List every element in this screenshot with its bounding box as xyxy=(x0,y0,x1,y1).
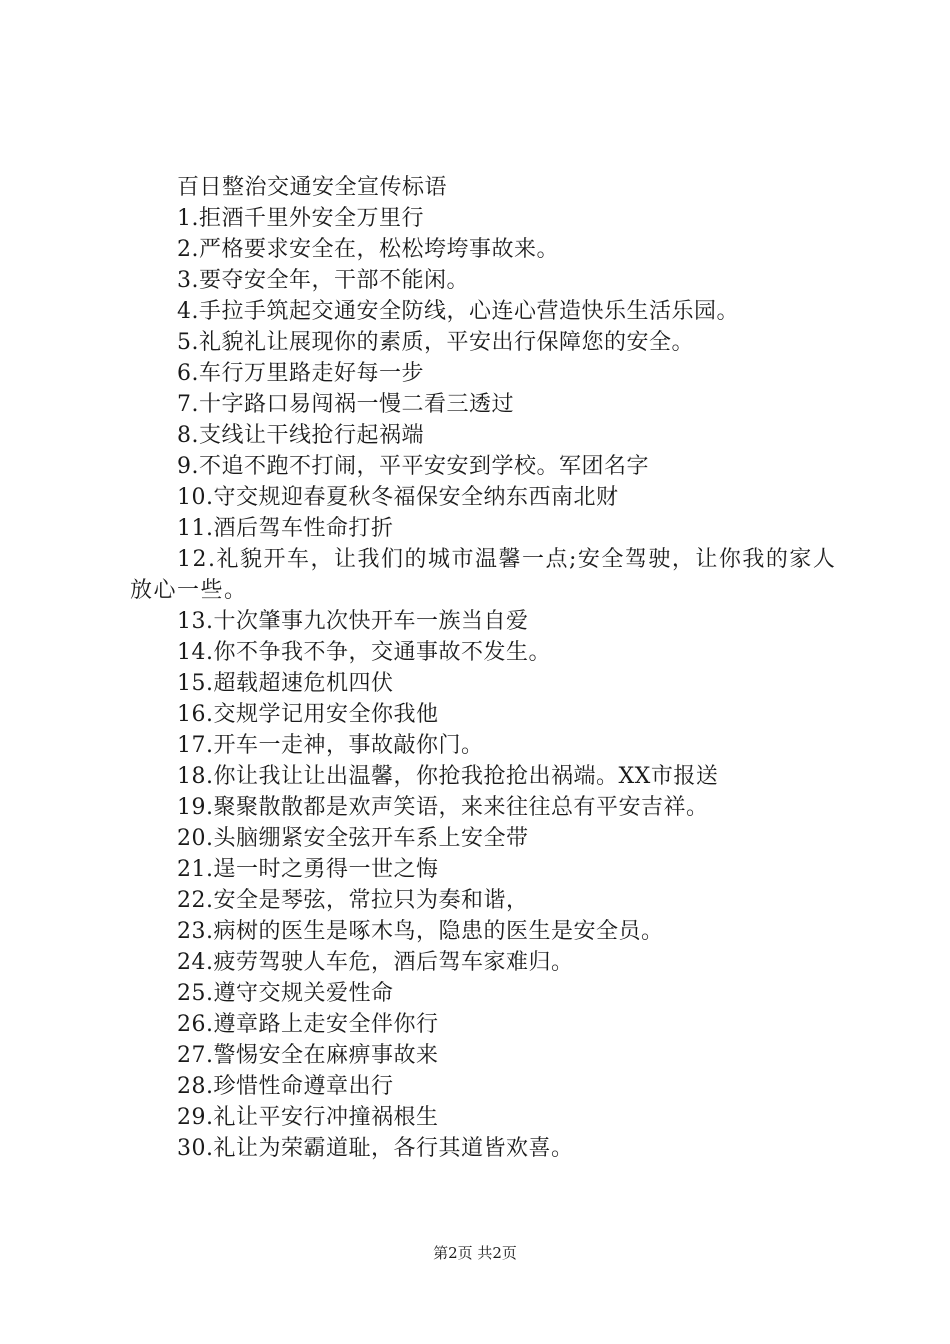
slogan-line: 24.疲劳驾驶人车危，酒后驾车家难归。 xyxy=(177,950,574,975)
slogan-line: 8.支线让干线抢行起祸端 xyxy=(177,423,424,448)
slogan-line: 23.病树的医生是啄木鸟，隐患的医生是安全员。 xyxy=(177,919,664,944)
slogan-line: 10.守交规迎春夏秋冬福保安全纳东西南北财 xyxy=(177,485,619,510)
slogan-line: 15.超载超速危机四伏 xyxy=(177,671,394,696)
document-body xyxy=(130,172,842,1164)
slogan-line: 2.严格要求安全在，松松垮垮事故来。 xyxy=(177,237,559,262)
slogan-line: 19.聚聚散散都是欢声笑语，来来往往总有平安吉祥。 xyxy=(177,795,709,820)
slogan-line: 27.警惕安全在麻痹事故来 xyxy=(177,1043,439,1068)
slogan-line: 5.礼貌礼让展现你的素质，平安出行保障您的安全。 xyxy=(177,330,694,355)
slogan-line: 16.交规学记用安全你我他 xyxy=(177,702,439,727)
slogan-line: 6.车行万里路走好每一步 xyxy=(177,361,424,386)
page-number: 第2页 共2页 xyxy=(433,1244,517,1262)
slogan-line: 3.要夺安全年，干部不能闲。 xyxy=(177,268,469,293)
slogan-line: 13.十次肇事九次快开车一族当自爱 xyxy=(177,609,529,634)
slogan-line: 18.你让我让让出温馨，你抢我抢抢出祸端。XX市报送 xyxy=(177,764,719,789)
slogan-line: 4.手拉手筑起交通安全防线，心连心营造快乐生活乐园。 xyxy=(177,299,739,324)
slogan-line: 25.遵守交规关爱性命 xyxy=(177,981,394,1006)
slogan-line: 28.珍惜性命遵章出行 xyxy=(177,1074,394,1099)
slogan-line: 14.你不争我不争，交通事故不发生。 xyxy=(177,640,551,665)
slogan-line: 7.十字路口易闯祸一慢二看三透过 xyxy=(177,392,514,417)
slogan-line: 26.遵章路上走安全伴你行 xyxy=(177,1012,439,1037)
slogan-line: 21.逞一时之勇得一世之悔 xyxy=(177,857,439,882)
slogan-line: 29.礼让平安行冲撞祸根生 xyxy=(177,1105,439,1130)
slogan-line: 17.开车一走神，事故敲你门。 xyxy=(177,733,484,758)
slogan-line: 22.安全是琴弦，常拉只为奏和谐， xyxy=(177,888,529,913)
slogan-line: 1.拒酒千里外安全万里行 xyxy=(177,206,424,231)
slogan-line: 30.礼让为荣霸道耻，各行其道皆欢喜。 xyxy=(177,1136,574,1161)
document-title: 百日整治交通安全宣传标语 xyxy=(177,175,448,200)
slogan-line: 11.酒后驾车性命打折 xyxy=(177,516,394,541)
slogan-line: 9.不追不跑不打闹，平平安安到学校。军团名字 xyxy=(177,454,649,479)
slogan-line: 20.头脑绷紧安全弦开车系上安全带 xyxy=(177,826,529,851)
slogan-line: 12.礼貌开车，让我们的城市温馨一点;安全驾驶，让你我的家人放心一些。 xyxy=(130,547,837,603)
